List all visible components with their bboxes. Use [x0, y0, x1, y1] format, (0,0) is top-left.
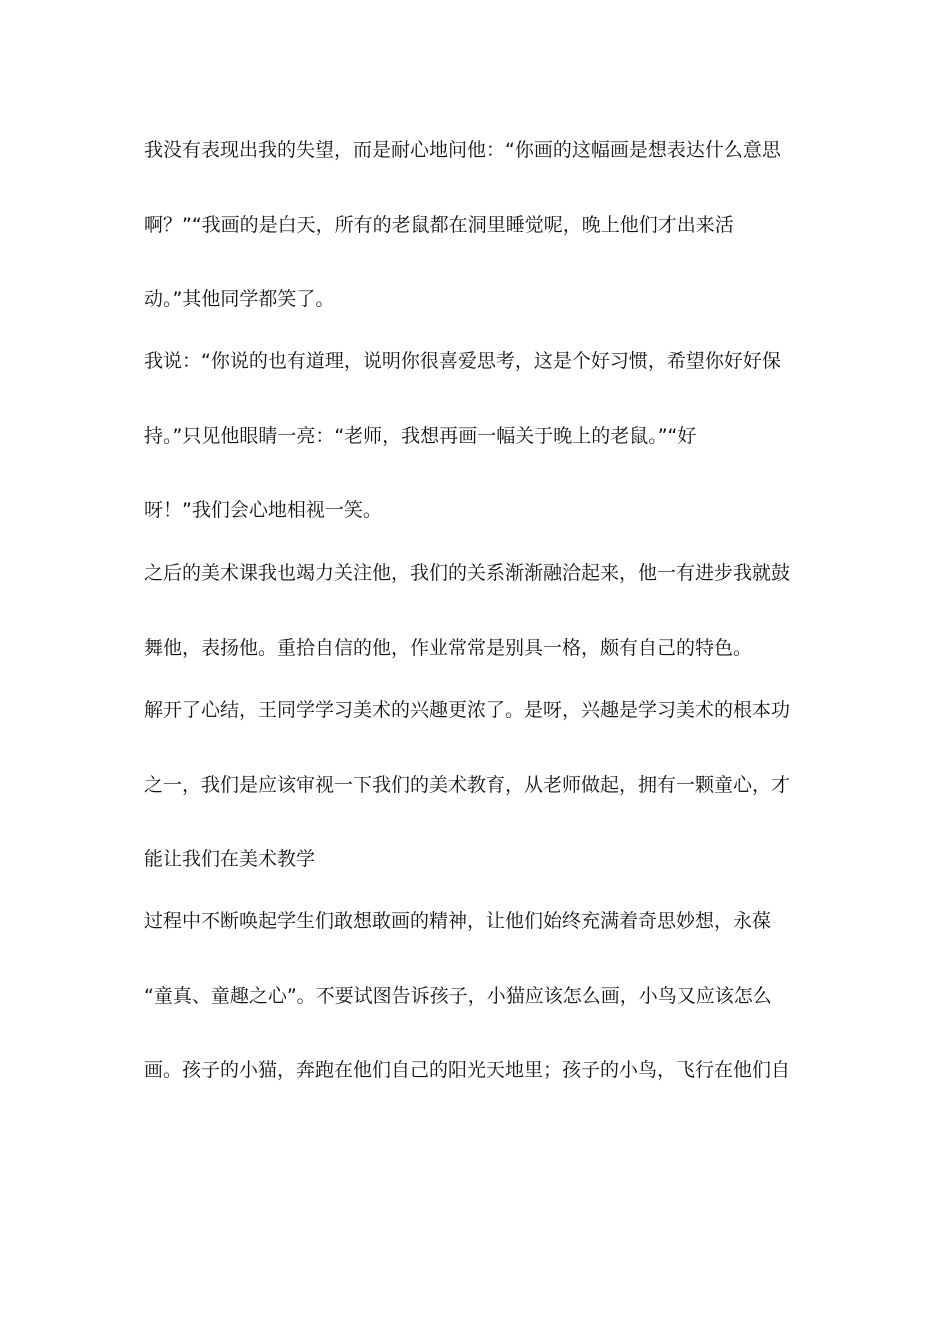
- text-line: 我说：“你说的也有道理，说明你很喜爱思考，这是个好习惯，希望你好好保: [144, 350, 781, 372]
- text-line: 之一，我们是应该审视一下我们的美术教育，从老师做起，拥有一颗童心，才: [144, 774, 791, 796]
- text-line: 动。”其他同学都笑了。: [144, 288, 335, 310]
- text-line: “童真、童趣之心”。不要试图告诉孩子，小猫应该怎么画，小鸟又应该怎么: [144, 985, 772, 1007]
- text-line: 过程中不断唤起学生们敢想敢画的精神，让他们始终充满着奇思妙想，永葆: [144, 910, 772, 932]
- text-line: 舞他，表扬他。重拾自信的他，作业常常是别具一格，颇有自己的特色。: [144, 637, 753, 659]
- text-line: 啊？”“我画的是白天，所有的老鼠都在洞里睡觉呢，晚上他们才出来活: [144, 214, 734, 236]
- text-line: 呀！”我们会心地相视一笑。: [144, 499, 382, 521]
- text-line: 我没有表现出我的失望，而是耐心地问他：“你画的这幅画是想表达什么意思: [144, 139, 781, 161]
- text-line: 解开了心结，王同学学习美术的兴趣更浓了。是呀，兴趣是学习美术的根本功: [144, 699, 791, 721]
- text-line: 之后的美术课我也竭力关注他，我们的关系渐渐融洽起来，他一有进步我就鼓: [144, 562, 791, 584]
- text-line: 持。”只见他眼睛一亮：“老师，我想再画一幅关于晚上的老鼠。”“好: [144, 425, 697, 447]
- text-line: 画。孩子的小猫，奔跑在他们自己的阳光天地里；孩子的小鸟，飞行在他们自: [144, 1059, 791, 1081]
- text-line: 能让我们在美术教学: [144, 848, 316, 870]
